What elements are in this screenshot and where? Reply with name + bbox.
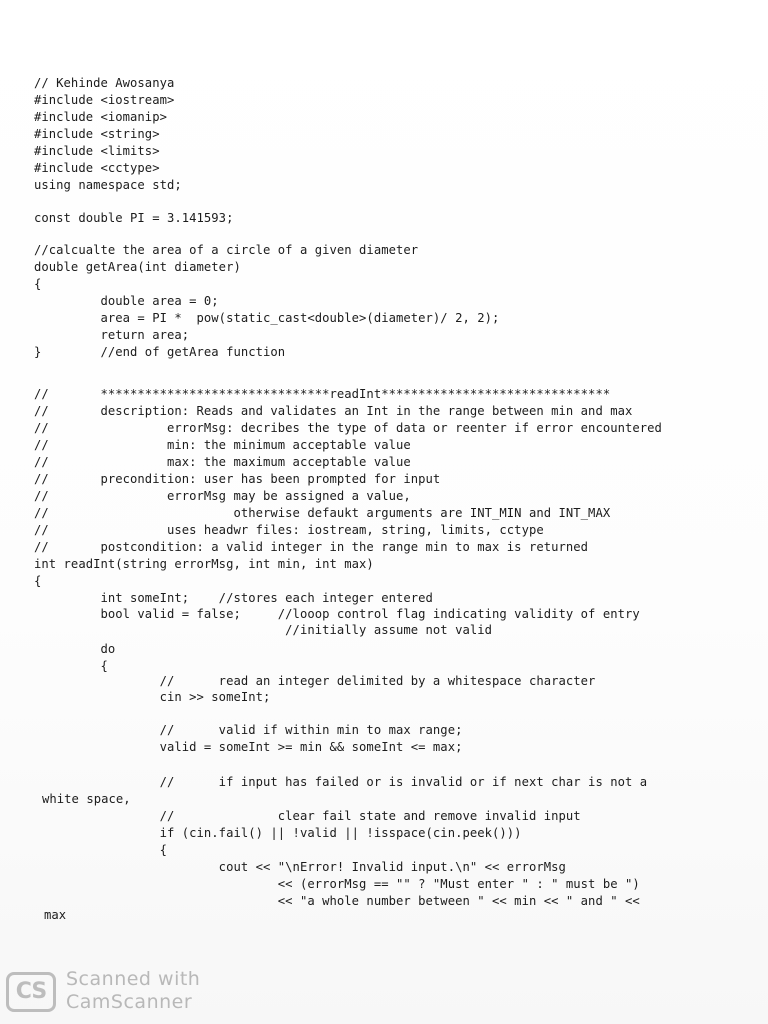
code-line: // errorMsg: decribes the type of data or reenter if error encountered bbox=[34, 421, 662, 435]
code-line: white space, bbox=[42, 792, 131, 806]
code-line: using namespace std; bbox=[34, 178, 182, 192]
code-line: double area = 0; bbox=[34, 294, 219, 308]
code-line: int someInt; //stores each integer entered bbox=[34, 591, 433, 605]
code-line: << "a whole number between " << min << " and " << bbox=[34, 894, 640, 908]
code-line: { bbox=[34, 277, 42, 291]
code-line: << (errorMsg == "" ? "Must enter " : " must be ") bbox=[34, 877, 640, 891]
code-line: #include <cctype> bbox=[34, 161, 160, 175]
code-line: // read an integer delimited by a whitespace character bbox=[34, 674, 596, 688]
code-line: // clear fail state and remove invalid input bbox=[34, 809, 581, 823]
code-line: #include <iomanip> bbox=[34, 110, 167, 124]
code-line: valid = someInt >= min && someInt <= max; bbox=[34, 740, 463, 754]
code-line: return area; bbox=[34, 328, 190, 342]
code-line: #include <limits> bbox=[34, 144, 160, 158]
code-line: } //end of getArea function bbox=[34, 345, 286, 359]
code-line: const double PI = 3.141593; bbox=[34, 211, 234, 225]
code-line: //initially assume not valid bbox=[34, 623, 493, 637]
watermark-line1: Scanned with bbox=[66, 968, 201, 990]
code-line: do bbox=[34, 642, 116, 656]
code-line: //calcualte the area of a circle of a given diameter bbox=[34, 243, 419, 257]
code-line: bool valid = false; //looop control flag indicating validity of entry bbox=[34, 607, 640, 621]
code-line: // Kehinde Awosanya bbox=[34, 76, 175, 90]
camscanner-watermark bbox=[6, 968, 206, 1016]
code-line: // description: Reads and validates an Int in the range between min and max bbox=[34, 404, 633, 418]
code-line: cout << "\nError! Invalid input.\n" << errorMsg bbox=[34, 860, 566, 874]
code-line: area = PI * pow(static_cast<double>(diameter)/ 2, 2); bbox=[34, 311, 500, 325]
code-line: // uses headwr files: iostream, string, limits, cctype bbox=[34, 523, 544, 537]
code-line: #include <iostream> bbox=[34, 93, 175, 107]
code-line: // precondition: user has been prompted for input bbox=[34, 472, 441, 486]
code-line: // min: the minimum acceptable value bbox=[34, 438, 411, 452]
code-line: cin >> someInt; bbox=[34, 690, 271, 704]
code-line: // if input has failed or is invalid or if next char is not a bbox=[34, 775, 648, 789]
code-line: double getArea(int diameter) bbox=[34, 260, 241, 274]
code-line: // *******************************readInt******************************* bbox=[34, 387, 611, 401]
camscanner-logo-icon: CS bbox=[6, 972, 56, 1012]
code-line: { bbox=[34, 574, 42, 588]
code-line: // max: the maximum acceptable value bbox=[34, 455, 411, 469]
code-line: int readInt(string errorMsg, int min, int max) bbox=[34, 557, 374, 571]
watermark-line2: CamScanner bbox=[66, 991, 193, 1013]
code-line: #include <string> bbox=[34, 127, 160, 141]
code-line: // otherwise defaukt arguments are INT_MIN and INT_MAX bbox=[34, 506, 611, 520]
code-line: // valid if within min to max range; bbox=[34, 723, 463, 737]
code-line: // errorMsg may be assigned a value, bbox=[34, 489, 411, 503]
code-line: max bbox=[44, 908, 67, 922]
code-line: // postcondition: a valid integer in the range min to max is returned bbox=[34, 540, 589, 554]
code-line: { bbox=[34, 843, 167, 857]
watermark-text bbox=[66, 968, 200, 1014]
code-line: if (cin.fail() || !valid || !isspace(cin.peek())) bbox=[34, 826, 522, 840]
code-line: { bbox=[34, 659, 108, 673]
